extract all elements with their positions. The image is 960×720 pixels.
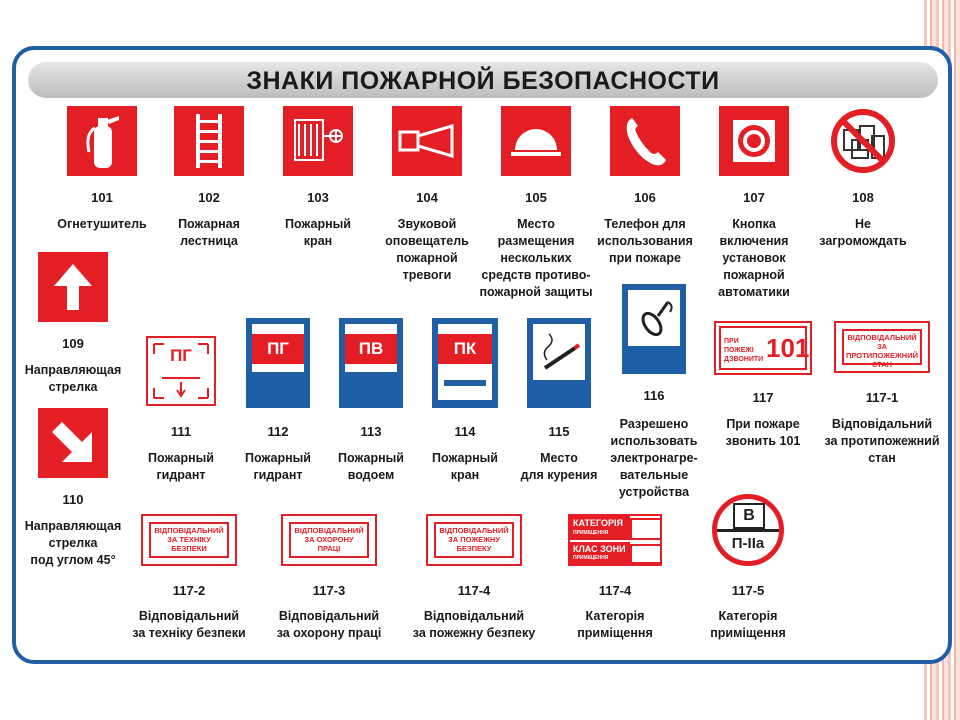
sign-plate-text: ВІДПОВІДАЛЬНИЙ ЗА ОХОРОНУ ПРАЦІ bbox=[294, 526, 364, 553]
category-value-box bbox=[630, 518, 662, 540]
sign-code: 117 bbox=[752, 390, 774, 405]
sign-104 bbox=[392, 106, 462, 176]
sign-code: 117-3 bbox=[312, 583, 346, 598]
zone-sublabel: ПРИМІЩЕННЯ bbox=[573, 555, 609, 561]
sign-code: 116 bbox=[643, 388, 665, 403]
sign-115 bbox=[527, 318, 591, 408]
cigarette-icon bbox=[533, 324, 585, 380]
sign-code: 111 bbox=[170, 424, 192, 439]
sign-label: ПГ bbox=[170, 346, 192, 365]
sign-117-3 bbox=[281, 514, 377, 566]
fire-extinguisher-icon bbox=[67, 106, 137, 176]
sign-plate-text: ВІДПОВІДАЛЬНИЙ ЗА ТЕХНІКУ БЕЗПЕКИ bbox=[154, 526, 224, 553]
sign-code: 106 bbox=[634, 190, 656, 205]
sign-117-4-b bbox=[568, 514, 662, 566]
sign-108 bbox=[828, 106, 898, 176]
sign-caption: Пожарная лестница bbox=[178, 217, 240, 248]
sign-code: 105 bbox=[525, 190, 547, 205]
sign-caption: Відповідальний за протипожежний стан bbox=[824, 417, 940, 465]
sign-113 bbox=[339, 318, 403, 408]
sign-110 bbox=[38, 408, 108, 478]
zone-label: КЛАС ЗОНИ bbox=[573, 544, 626, 554]
sign-caption: Відповідальний за техніку безпеки bbox=[132, 609, 246, 640]
sign-102 bbox=[174, 106, 244, 176]
sign-code: 114 bbox=[454, 424, 476, 439]
category-row bbox=[570, 516, 630, 540]
sign-117-4-a bbox=[426, 514, 522, 566]
sign-caption: Категорія приміщення bbox=[710, 609, 786, 640]
sign-code: 117-5 bbox=[731, 583, 765, 598]
sign-106 bbox=[610, 106, 680, 176]
sign-code: 109 bbox=[62, 336, 84, 351]
zone-value-box bbox=[630, 544, 662, 564]
sign-code: 117-4 bbox=[598, 583, 632, 598]
sign-code: 113 bbox=[360, 424, 382, 439]
sign-caption: Пожарный гидрант bbox=[245, 451, 311, 482]
sign-plate-text: ВІДПОВІДАЛЬНИЙ ЗА ПОЖЕЖНУ БЕЗПЕКУ bbox=[439, 526, 509, 553]
sign-117-2 bbox=[141, 514, 237, 566]
sign-code: 101 bbox=[91, 190, 113, 205]
title-bar bbox=[28, 62, 938, 98]
sign-caption: Не загромождать bbox=[819, 217, 907, 248]
sign-code: 112 bbox=[267, 424, 289, 439]
sign-caption: Пожарный кран bbox=[432, 451, 498, 482]
sign-caption: Відповідальний за пожежну безпеку bbox=[412, 609, 536, 640]
sign-bar bbox=[444, 380, 486, 386]
sign-code: 117-1 bbox=[865, 390, 899, 405]
sign-label: ПВ bbox=[345, 334, 397, 364]
sign-caption: Звуковой оповещатель пожарной тревоги bbox=[385, 217, 469, 282]
sign-112 bbox=[246, 318, 310, 408]
sign-103 bbox=[283, 106, 353, 176]
sign-caption: Направляющая стрелка под углом 45° bbox=[24, 519, 122, 567]
sign-caption: Разрешено использовать электронагре- вательные устройства bbox=[610, 417, 698, 499]
sign-caption: Телефон для использования при пожаре bbox=[597, 217, 693, 265]
category-sublabel: ПРИМІЩЕННЯ bbox=[573, 530, 609, 536]
sign-caption: При пожаре звонить 101 bbox=[725, 417, 801, 448]
sign-label: ПК bbox=[438, 334, 492, 364]
category-label: КАТЕГОРІЯ bbox=[573, 518, 624, 528]
sign-117 bbox=[714, 321, 812, 375]
sign-label: ПГ bbox=[252, 334, 304, 364]
sign-code: 108 bbox=[852, 190, 874, 205]
sign-117-1 bbox=[834, 321, 930, 373]
dome-icon bbox=[501, 106, 571, 176]
sign-code: 115 bbox=[548, 424, 570, 439]
page-title: ЗНАКИ ПОЖАРНОЙ БЕЗОПАСНОСТИ bbox=[246, 67, 720, 95]
sign-small-label: ПРИ ПОЖЕЖІ ДЗВОНИТИ bbox=[724, 338, 764, 363]
sign-107 bbox=[719, 106, 789, 176]
sign-code: 107 bbox=[743, 190, 765, 205]
category-letter: В bbox=[733, 503, 765, 529]
sign-plate-text: ВІДПОВІДАЛЬНИЙ ЗА ПРОТИПОЖЕЖНИЙ СТАН bbox=[846, 333, 918, 369]
sign-111 bbox=[146, 336, 216, 406]
sign-code: 110 bbox=[62, 492, 84, 507]
sign-109 bbox=[38, 252, 108, 322]
sign-117-5 bbox=[712, 494, 784, 566]
sign-caption: Кнопка включения установок пожарной автоматики bbox=[718, 217, 790, 299]
fire-hose-icon bbox=[283, 106, 353, 176]
sign-code: 117-4 bbox=[457, 583, 491, 598]
sign-panel bbox=[533, 324, 585, 380]
sign-caption: Пожарный водоем bbox=[338, 451, 404, 482]
sign-number: 101 bbox=[766, 333, 810, 363]
sign-caption: Пожарный кран bbox=[285, 217, 351, 248]
no-obstruction-icon bbox=[828, 106, 898, 176]
sign-101 bbox=[67, 106, 137, 176]
arrow-diagonal-icon bbox=[38, 408, 108, 478]
sign-caption: Відповідальний за охорону праці bbox=[276, 609, 382, 640]
phone-icon bbox=[610, 106, 680, 176]
sign-caption: Место для курения bbox=[520, 451, 598, 482]
sign-code: 104 bbox=[416, 190, 438, 205]
horn-icon bbox=[392, 106, 462, 176]
sign-114 bbox=[432, 318, 498, 408]
sign-code: 102 bbox=[198, 190, 220, 205]
sign-caption: Пожарный гидрант bbox=[148, 451, 214, 482]
alarm-button-icon bbox=[719, 106, 789, 176]
divider bbox=[717, 529, 779, 532]
sign-caption: Категорія приміщення bbox=[577, 609, 653, 640]
sign-caption: Огнетушитель bbox=[57, 217, 147, 231]
sign-caption: Место размещения нескольких средств противо- пожарной защиты bbox=[479, 217, 593, 299]
sign-116 bbox=[622, 284, 686, 374]
sign-code: 117-2 bbox=[172, 583, 206, 598]
ladder-icon bbox=[174, 106, 244, 176]
zone-row bbox=[570, 542, 630, 564]
sign-panel bbox=[628, 290, 680, 346]
zone-class: П-IIa bbox=[731, 535, 765, 552]
sign-caption: Направляющая стрелка bbox=[24, 363, 122, 394]
sign-105 bbox=[501, 106, 571, 176]
sign-code: 103 bbox=[307, 190, 329, 205]
arrow-up-icon bbox=[38, 252, 108, 322]
heater-icon bbox=[628, 290, 680, 346]
